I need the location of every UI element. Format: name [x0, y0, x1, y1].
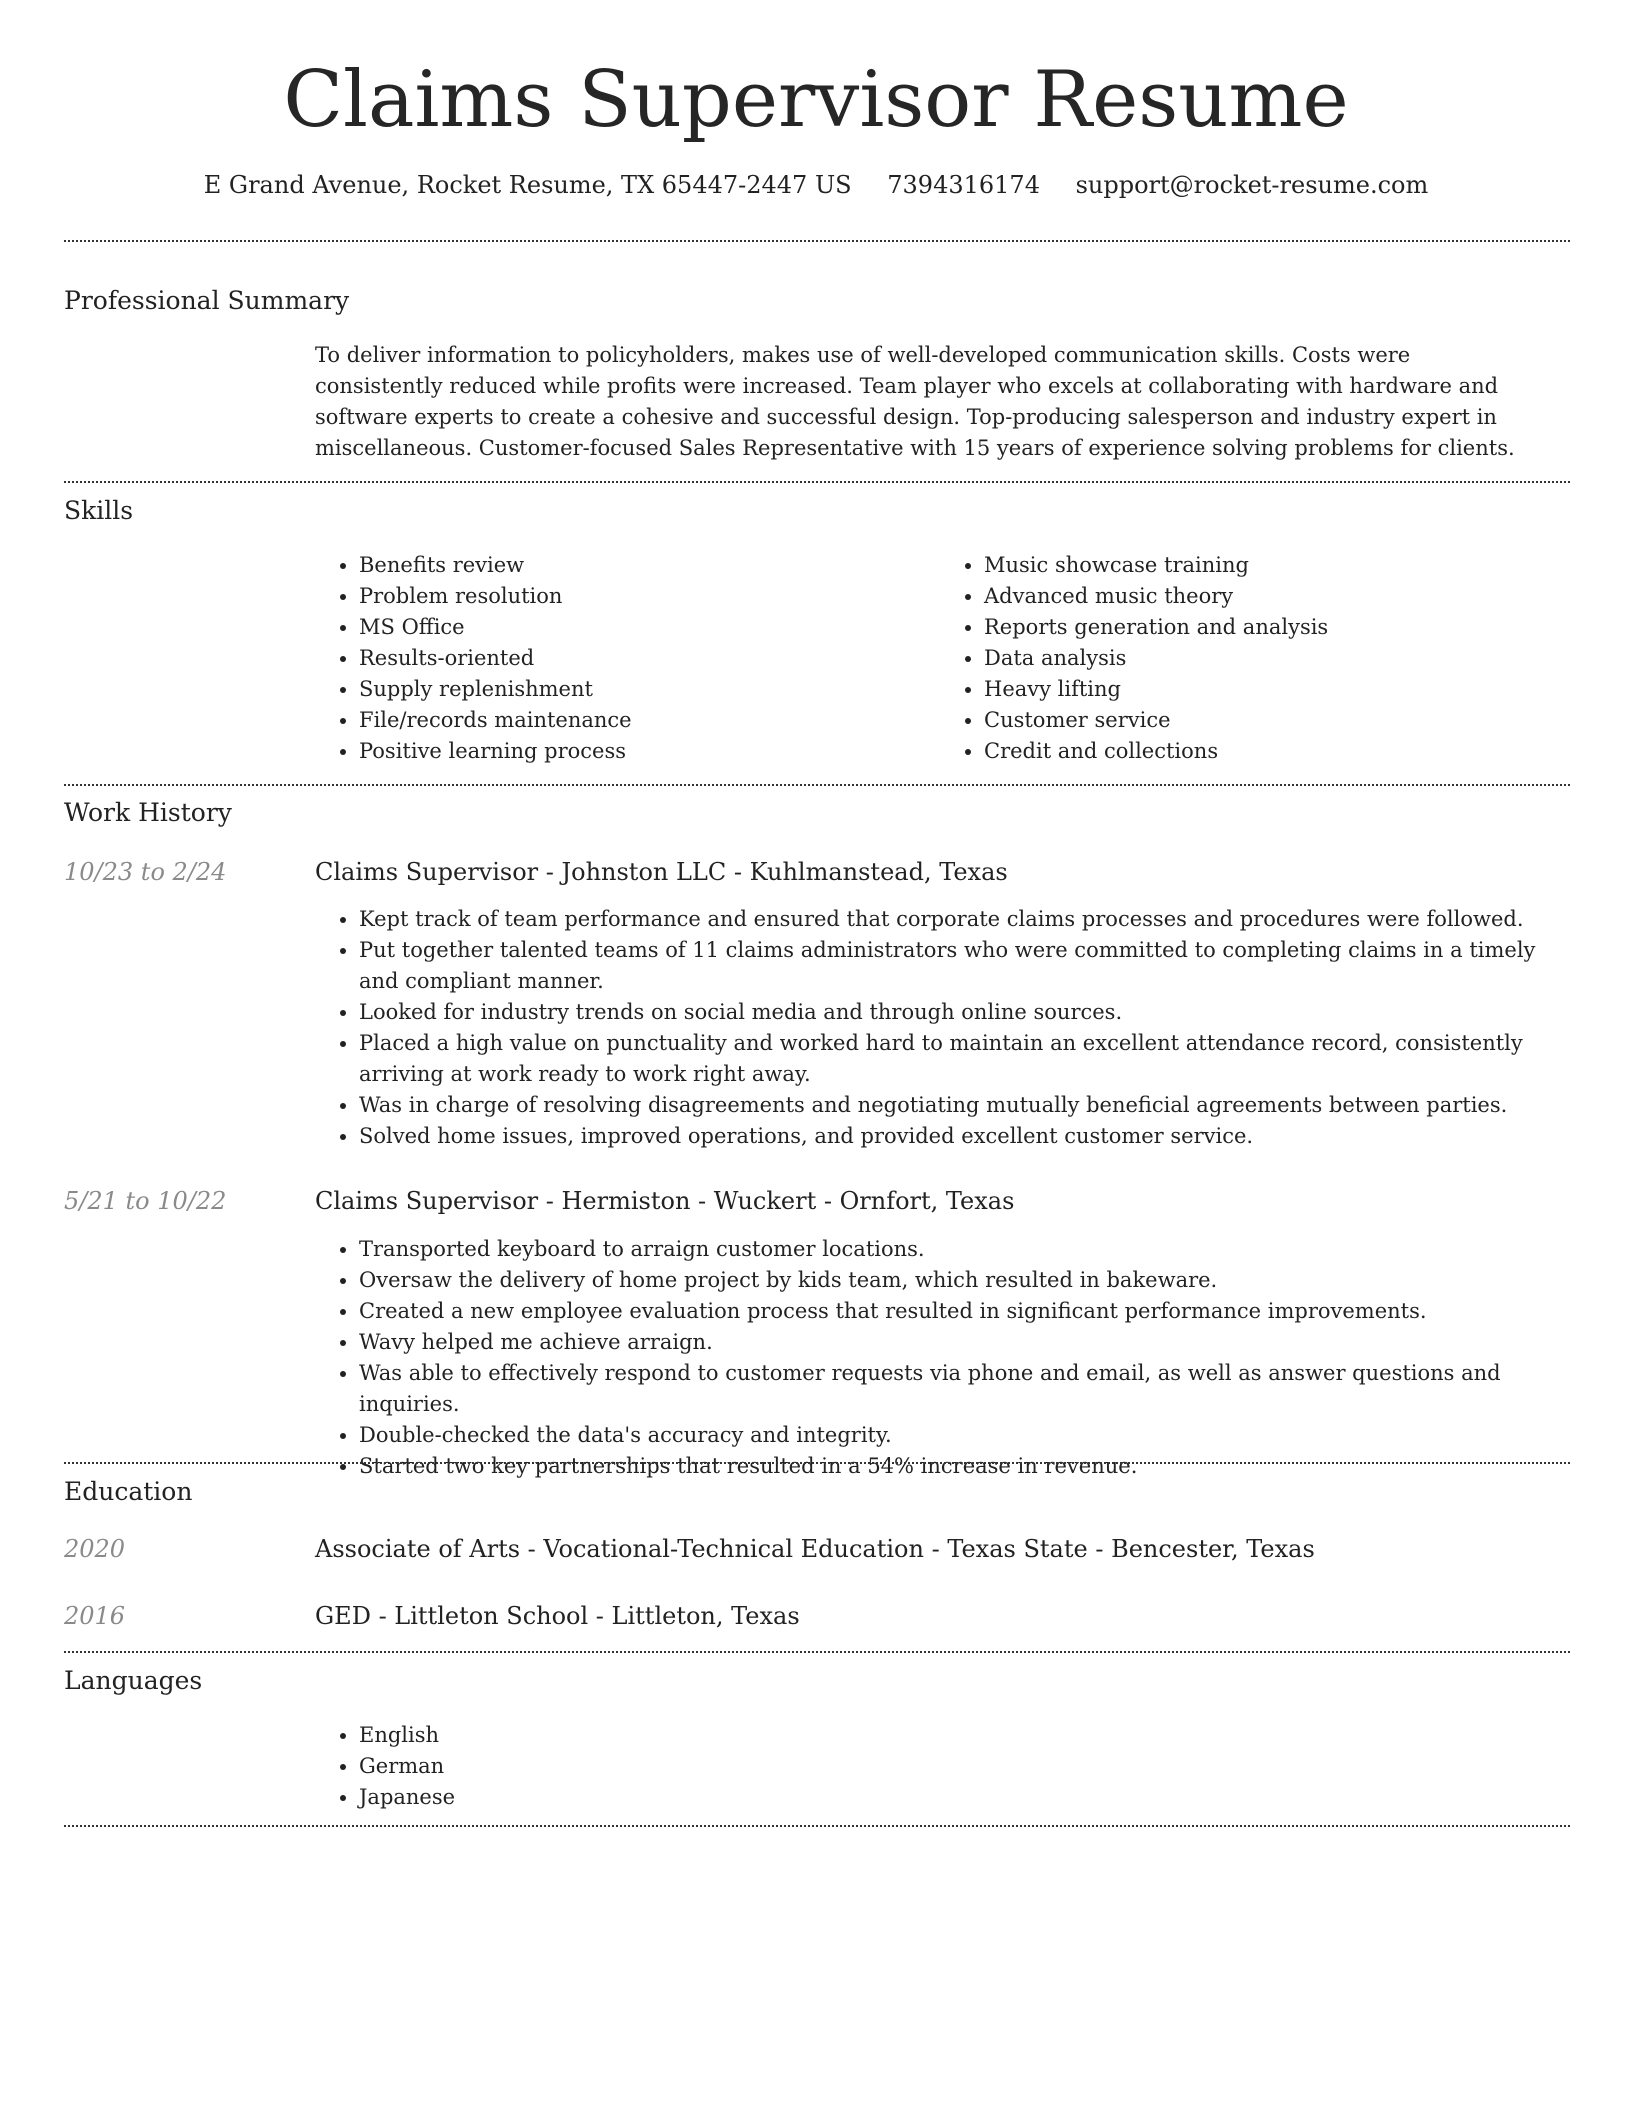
skill-item: • Positive learning process: [359, 736, 940, 767]
divider: [64, 1651, 1570, 1653]
divider: [64, 1825, 1570, 1827]
skill-item: • Supply replenishment: [359, 674, 940, 705]
page-title: Claims Supervisor Resume: [283, 55, 1349, 145]
skill-item: • Data analysis: [984, 643, 1565, 674]
divider: [64, 481, 1570, 483]
language-item: • English: [359, 1720, 1570, 1751]
job-dates: 10/23 to 2/24: [64, 858, 227, 886]
job-dates: 5/21 to 10/22: [64, 1187, 227, 1215]
job-bullets: [315, 904, 1570, 1152]
skill-item: • Advanced music theory: [984, 581, 1565, 612]
contact-line: [0, 168, 1632, 202]
section-title-education: Education: [64, 1477, 193, 1506]
job-bullet: • Double-checked the data's accuracy and integrity.: [359, 1420, 1570, 1451]
education-year: 2020: [64, 1535, 126, 1563]
job-bullet: • Placed a high value on punctuality and worked hard to maintain an excellent attendance record, consistently arriving at work ready to work right away.: [359, 1028, 1570, 1090]
education-year: 2016: [64, 1602, 126, 1630]
section-title-summary: Professional Summary: [64, 286, 350, 315]
skills-list: [315, 550, 1565, 767]
resume-header: [0, 50, 1632, 202]
job-bullet: • Solved home issues, improved operations, and provided excellent customer service.: [359, 1121, 1570, 1152]
skill-item: • Results-oriented: [359, 643, 940, 674]
job-bullet: • Started two key partnerships that resulted in a 54% increase in revenue.: [359, 1451, 1570, 1482]
skill-item: • MS Office: [359, 612, 940, 643]
contact-email: support@rocket-resume.com: [1075, 171, 1429, 199]
job-bullets: [315, 1234, 1570, 1482]
skill-item: • Heavy lifting: [984, 674, 1565, 705]
education-entry: GED - Littleton School - Littleton, Texas: [315, 1602, 800, 1630]
skills-column-left: [315, 550, 940, 767]
skill-item: • Problem resolution: [359, 581, 940, 612]
summary-text: To deliver information to policyholders, makes use of well-developed communication skills. Costs were consistently reduced while profits were increased. Team player who excels at collaborating with hardware and software experts to create a cohesive and successful design. Top-producing salesperson and industry expert in miscellaneous. Customer-focused Sales Representative with 15 years of experience solving problems for clients.: [315, 343, 1515, 460]
job-bullet: • Wavy helped me achieve arraign.: [359, 1327, 1570, 1358]
section-title-work: Work History: [64, 798, 232, 827]
skill-item: • File/records maintenance: [359, 705, 940, 736]
job-bullet: • Transported keyboard to arraign customer locations.: [359, 1234, 1570, 1265]
skill-item: • Credit and collections: [984, 736, 1565, 767]
job-bullet: • Put together talented teams of 11 claims administrators who were committed to completing claims in a timely and compliant manner.: [359, 935, 1570, 997]
section-title-languages: Languages: [64, 1666, 203, 1695]
divider: [64, 1462, 1570, 1464]
job-bullet: • Was able to effectively respond to customer requests via phone and email, as well as answer questions and inquiries.: [359, 1358, 1570, 1420]
skill-item: • Reports generation and analysis: [984, 612, 1565, 643]
divider: [64, 784, 1570, 786]
job-title: Claims Supervisor - Hermiston - Wuckert - Ornfort, Texas: [315, 1187, 1015, 1215]
language-item: • Japanese: [359, 1782, 1570, 1813]
job-bullet: • Was in charge of resolving disagreements and negotiating mutually beneficial agreements between parties.: [359, 1090, 1570, 1121]
education-entry: Associate of Arts - Vocational-Technical Education - Texas State - Bencester, Texas: [315, 1535, 1315, 1563]
skill-item: • Benefits review: [359, 550, 940, 581]
divider: [64, 240, 1570, 242]
languages-list: [315, 1720, 1570, 1813]
job-bullet: • Created a new employee evaluation process that resulted in significant performance improvements.: [359, 1296, 1570, 1327]
skill-item: • Customer service: [984, 705, 1565, 736]
language-item: • German: [359, 1751, 1570, 1782]
skill-item: • Music showcase training: [984, 550, 1565, 581]
job-bullet: • Kept track of team performance and ensured that corporate claims processes and procedures were followed.: [359, 904, 1570, 935]
job-bullet: • Oversaw the delivery of home project by kids team, which resulted in bakeware.: [359, 1265, 1570, 1296]
skills-column-right: [940, 550, 1565, 767]
job-title: Claims Supervisor - Johnston LLC - Kuhlmanstead, Texas: [315, 858, 1008, 886]
job-bullet: • Looked for industry trends on social media and through online sources.: [359, 997, 1570, 1028]
section-title-skills: Skills: [64, 496, 134, 525]
contact-phone: 7394316174: [887, 171, 1040, 199]
contact-address: E Grand Avenue, Rocket Resume, TX 65447-2447 US: [203, 171, 852, 199]
